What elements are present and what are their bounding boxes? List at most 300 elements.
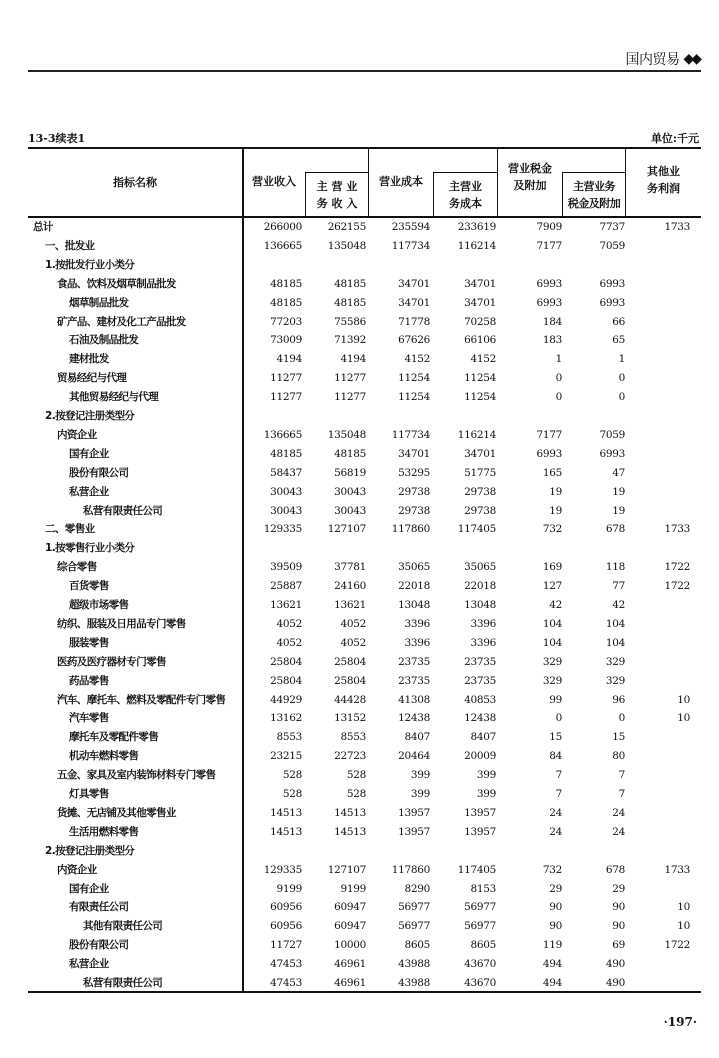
row-value: 1733 [664, 523, 690, 536]
row-value: 490 [605, 958, 625, 971]
row-value: 3396 [404, 636, 430, 649]
row-value: 1722 [664, 580, 690, 593]
row-label: 国有企业 [69, 882, 109, 895]
row-value: 732 [542, 523, 562, 536]
row-value: 119 [542, 939, 562, 952]
row-label: 私营有限责任公司 [83, 977, 163, 989]
row-value: 56977 [464, 920, 496, 933]
row-value: 117860 [391, 863, 430, 876]
running-head-title: 国内贸易 [625, 52, 680, 68]
row-value: 75586 [334, 315, 366, 328]
row-value: 129335 [263, 863, 302, 876]
row-value: 4052 [340, 617, 366, 630]
row-label: 服装零售 [69, 636, 109, 649]
row-label: 其他有限责任公司 [83, 920, 163, 933]
row-value: 19 [612, 485, 625, 498]
header-cost: 营业成本 [379, 175, 423, 188]
row-value: 528 [282, 769, 302, 782]
row-value: 37781 [334, 561, 366, 574]
table-row [28, 747, 701, 766]
row-value: 29738 [464, 485, 496, 498]
table-row [28, 785, 701, 804]
row-value: 8553 [276, 731, 302, 744]
row-value: 25804 [334, 674, 366, 687]
row-value: 11277 [270, 391, 302, 404]
row-label: 一、批发业 [45, 239, 95, 252]
table-title: 13-3续表1 [28, 132, 86, 145]
running-head-rule [28, 70, 701, 72]
table-row [28, 407, 701, 426]
page-number: ·197· [663, 1015, 697, 1029]
row-value: 266000 [263, 221, 302, 233]
row-value: 14513 [270, 825, 302, 838]
table-row [28, 728, 701, 747]
row-value: 13621 [270, 599, 302, 611]
row-value: 169 [542, 561, 562, 574]
row-value: 8153 [470, 882, 496, 895]
table-row [28, 577, 701, 596]
row-value: 48185 [334, 296, 366, 309]
row-label: 有限责任公司 [69, 901, 129, 914]
row-label: 总计 [33, 221, 53, 233]
row-value: 8553 [340, 731, 366, 744]
row-label: 私营企业 [69, 958, 109, 971]
row-value: 3396 [470, 617, 496, 630]
row-value: 1 [555, 353, 562, 366]
subbox-main-tax-top [562, 172, 625, 173]
header-tax [498, 160, 562, 194]
header-main-revenue [306, 178, 368, 212]
row-value: 7059 [599, 239, 625, 252]
table-row [28, 842, 701, 861]
row-label: 石油及制品批发 [69, 334, 139, 347]
row-value: 67626 [398, 334, 430, 347]
row-value: 117405 [457, 523, 496, 536]
row-value: 29738 [398, 504, 430, 517]
row-label: 2.按登记注册类型分 [45, 844, 135, 857]
header-main-revenue-line2: 务 收 入 [316, 197, 358, 210]
row-value: 41308 [398, 693, 430, 706]
row-value: 4052 [276, 617, 302, 630]
row-value: 0 [555, 372, 562, 385]
row-value: 6993 [536, 277, 562, 290]
row-value: 399 [410, 769, 430, 782]
row-value: 29738 [398, 485, 430, 498]
row-value: 6993 [599, 447, 625, 460]
row-value: 60947 [334, 920, 366, 933]
table-row [28, 350, 701, 369]
row-value: 399 [476, 788, 496, 800]
row-value: 8605 [470, 939, 496, 952]
row-label: 五金、家具及室内装饰材料专门零售 [57, 769, 216, 782]
row-value: 23735 [398, 655, 430, 668]
row-label: 汽车零售 [69, 712, 109, 725]
header-other-line1: 其他业 [647, 165, 680, 178]
row-value: 494 [542, 977, 562, 989]
row-value: 116214 [457, 428, 496, 441]
row-value: 19 [549, 485, 562, 498]
row-value: 13048 [398, 599, 430, 611]
row-value: 135048 [327, 428, 366, 441]
row-value: 7 [618, 788, 625, 800]
row-value: 117405 [457, 863, 496, 876]
row-value: 1733 [664, 221, 690, 233]
table-row [28, 502, 701, 521]
row-value: 73009 [270, 334, 302, 347]
row-value: 11254 [398, 372, 430, 385]
row-value: 35065 [398, 561, 430, 574]
row-value: 25804 [270, 655, 302, 668]
row-value: 48185 [334, 447, 366, 460]
row-value: 104 [542, 636, 562, 649]
row-label: 矿产品、建材及化工产品批发 [57, 315, 186, 328]
row-value: 7177 [536, 428, 562, 441]
row-value: 44929 [270, 693, 302, 706]
table-row [28, 294, 701, 313]
row-value: 23215 [270, 750, 302, 763]
row-value: 25887 [270, 580, 302, 593]
row-value: 77 [612, 580, 625, 593]
table-row [28, 369, 701, 388]
table-row [28, 218, 701, 237]
row-value: 329 [605, 655, 625, 668]
header-tax-line1: 营业税金 [508, 162, 552, 175]
row-value: 46961 [334, 977, 366, 989]
row-value: 77203 [270, 315, 302, 328]
header-main-tax-line2: 税金及附加 [567, 197, 621, 210]
row-value: 29 [549, 882, 562, 895]
row-value: 90 [549, 901, 562, 914]
table-row [28, 766, 701, 785]
table-row [28, 615, 701, 634]
row-value: 235594 [391, 221, 430, 233]
table-unit: 单位:千元 [650, 132, 699, 145]
row-value: 60956 [270, 901, 302, 914]
row-value: 528 [346, 788, 366, 800]
subbox-main-revenue-top [305, 172, 368, 173]
row-value: 104 [605, 636, 625, 649]
row-value: 30043 [270, 485, 302, 498]
row-value: 34701 [398, 277, 430, 290]
row-value: 678 [605, 523, 625, 536]
row-value: 0 [555, 391, 562, 404]
subbox-main-cost-top [433, 172, 497, 173]
row-value: 19 [612, 504, 625, 517]
row-value: 165 [542, 466, 562, 479]
table-row [28, 388, 701, 407]
row-value: 48185 [270, 296, 302, 309]
row-value: 7177 [536, 239, 562, 252]
row-value: 329 [605, 674, 625, 687]
row-value: 8290 [404, 882, 430, 895]
row-value: 127 [542, 580, 562, 593]
row-value: 117734 [391, 428, 430, 441]
table-row [28, 445, 701, 464]
table-row [28, 898, 701, 917]
row-value: 0 [618, 391, 625, 404]
row-value: 528 [346, 769, 366, 782]
row-label: 其他贸易经纪与代理 [69, 391, 159, 404]
table-row [28, 861, 701, 880]
row-value: 0 [555, 712, 562, 725]
row-value: 4052 [276, 636, 302, 649]
row-value: 34701 [464, 277, 496, 290]
row-value: 29 [612, 882, 625, 895]
row-value: 14513 [334, 806, 366, 819]
row-value: 35065 [464, 561, 496, 574]
row-value: 10 [677, 712, 690, 725]
row-value: 11254 [464, 372, 496, 385]
row-label: 内资企业 [57, 863, 97, 876]
header-revenue: 营业收入 [252, 175, 296, 188]
row-value: 127107 [327, 863, 366, 876]
row-value: 11727 [270, 939, 302, 952]
row-value: 8407 [470, 731, 496, 744]
row-value: 24 [549, 825, 562, 838]
row-value: 1722 [664, 561, 690, 574]
row-label: 股份有限公司 [69, 939, 129, 952]
table-row [28, 917, 701, 936]
row-value: 51775 [464, 466, 496, 479]
row-value: 1 [618, 353, 625, 366]
row-label: 股份有限公司 [69, 466, 129, 479]
row-value: 6993 [599, 296, 625, 309]
row-label: 私营企业 [69, 485, 109, 498]
row-value: 399 [476, 769, 496, 782]
row-value: 24 [612, 825, 625, 838]
row-label: 摩托车及零配件零售 [69, 731, 159, 744]
row-value: 53295 [398, 466, 430, 479]
row-label: 私营有限责任公司 [83, 504, 163, 517]
row-value: 135048 [327, 239, 366, 252]
row-value: 7 [618, 769, 625, 782]
row-value: 10 [677, 693, 690, 706]
row-value: 13957 [464, 806, 496, 819]
row-label: 机动车燃料零售 [69, 750, 139, 763]
row-value: 90 [612, 920, 625, 933]
row-value: 65 [612, 334, 625, 347]
row-value: 7 [555, 788, 562, 800]
table-row [28, 936, 701, 955]
row-value: 12438 [464, 712, 496, 725]
header-tax-line2: 及附加 [513, 179, 547, 192]
table-row [28, 426, 701, 445]
row-value: 104 [542, 617, 562, 630]
row-value: 56819 [334, 466, 366, 479]
row-value: 13621 [334, 599, 366, 611]
row-value: 3396 [404, 617, 430, 630]
row-value: 30043 [334, 504, 366, 517]
table-row [28, 596, 701, 615]
row-value: 6993 [599, 277, 625, 290]
row-label: 2.按登记注册类型分 [45, 410, 135, 422]
row-label: 货摊、无店铺及其他零售业 [57, 806, 176, 819]
table-row [28, 672, 701, 691]
row-value: 11277 [334, 391, 366, 404]
row-label: 内资企业 [57, 428, 97, 441]
row-label: 超级市场零售 [69, 599, 129, 611]
row-value: 22018 [464, 580, 496, 593]
row-value: 4052 [340, 636, 366, 649]
row-value: 43988 [398, 977, 430, 989]
row-value: 44428 [334, 693, 366, 706]
row-value: 46961 [334, 958, 366, 971]
row-value: 6993 [536, 447, 562, 460]
row-value: 43670 [464, 958, 496, 971]
row-value: 13957 [464, 825, 496, 838]
table-row [28, 880, 701, 899]
row-value: 0 [618, 712, 625, 725]
table-row [28, 558, 701, 577]
row-value: 11254 [464, 391, 496, 404]
row-value: 116214 [457, 239, 496, 252]
row-label: 药品零售 [69, 674, 109, 687]
row-value: 9199 [276, 882, 302, 895]
row-value: 4194 [276, 353, 302, 366]
row-label: 食品、饮料及烟草制品批发 [57, 277, 176, 290]
row-value: 233619 [457, 221, 496, 233]
row-value: 30043 [334, 485, 366, 498]
row-value: 4152 [404, 353, 430, 366]
row-value: 4194 [340, 353, 366, 366]
row-value: 56977 [398, 920, 430, 933]
row-value: 47 [612, 466, 625, 479]
row-value: 10 [677, 901, 690, 914]
row-value: 34701 [464, 447, 496, 460]
row-value: 15 [549, 731, 562, 744]
row-value: 90 [612, 901, 625, 914]
table-row [28, 823, 701, 842]
row-value: 129335 [263, 523, 302, 536]
row-value: 6993 [536, 296, 562, 309]
row-value: 34701 [464, 296, 496, 309]
header-main-tax-line1: 主营业务 [573, 180, 615, 193]
row-value: 11277 [334, 372, 366, 385]
row-value: 1722 [664, 939, 690, 952]
row-value: 12438 [398, 712, 430, 725]
table-row [28, 691, 701, 710]
row-value: 34701 [398, 447, 430, 460]
row-value: 118 [605, 561, 625, 574]
row-value: 14513 [334, 825, 366, 838]
row-value: 13048 [464, 599, 496, 611]
table-row [28, 634, 701, 653]
table-row [28, 331, 701, 350]
table-top-rule [28, 147, 701, 149]
row-value: 22018 [398, 580, 430, 593]
table-row [28, 804, 701, 823]
row-value: 99 [549, 693, 562, 706]
row-value: 96 [612, 693, 625, 706]
row-value: 136665 [263, 239, 302, 252]
row-value: 25804 [270, 674, 302, 687]
row-value: 71778 [398, 315, 430, 328]
row-value: 136665 [263, 428, 302, 441]
row-value: 7 [555, 769, 562, 782]
row-value: 43670 [464, 977, 496, 989]
row-value: 60947 [334, 901, 366, 914]
row-value: 24 [549, 806, 562, 819]
table-row [28, 974, 701, 993]
row-value: 23735 [398, 674, 430, 687]
row-value: 60956 [270, 920, 302, 933]
row-label: 国有企业 [69, 447, 109, 460]
row-value: 29738 [464, 504, 496, 517]
row-value: 104 [605, 617, 625, 630]
row-value: 13957 [398, 806, 430, 819]
row-value: 7909 [536, 221, 562, 233]
row-value: 42 [612, 599, 625, 611]
row-value: 43988 [398, 958, 430, 971]
row-value: 23735 [464, 655, 496, 668]
row-value: 528 [282, 788, 302, 800]
row-value: 1733 [664, 863, 690, 876]
row-value: 69 [612, 939, 625, 952]
running-head [625, 49, 699, 69]
row-value: 42 [549, 599, 562, 611]
header-main-revenue-line1: 主 营 业 [316, 180, 358, 193]
row-value: 20009 [464, 750, 496, 763]
row-value: 4152 [470, 353, 496, 366]
row-value: 732 [542, 863, 562, 876]
row-value: 13152 [334, 712, 366, 725]
row-value: 14513 [270, 806, 302, 819]
row-label: 百货零售 [69, 580, 109, 593]
header-main-cost-line2: 务成本 [449, 197, 482, 210]
row-value: 678 [605, 863, 625, 876]
row-value: 15 [612, 731, 625, 744]
row-value: 8407 [404, 731, 430, 744]
row-value: 7059 [599, 428, 625, 441]
row-value: 10 [677, 920, 690, 933]
table-row [28, 520, 701, 539]
row-label: 医药及医疗器材专门零售 [57, 655, 166, 668]
row-value: 127107 [327, 523, 366, 536]
row-value: 490 [605, 977, 625, 989]
row-label: 灯具零售 [69, 788, 109, 800]
row-value: 8605 [404, 939, 430, 952]
row-label: 1.按零售行业小类分 [45, 542, 135, 555]
row-value: 7737 [599, 221, 625, 233]
row-label: 二、零售业 [45, 523, 95, 536]
table-row [28, 313, 701, 332]
row-value: 11254 [398, 391, 430, 404]
row-value: 183 [542, 334, 562, 347]
header-name: 指标名称 [113, 176, 157, 189]
row-label: 汽车、摩托车、燃料及零配件专门零售 [57, 693, 226, 706]
table-row [28, 464, 701, 483]
row-value: 48185 [270, 447, 302, 460]
row-value: 117734 [391, 239, 430, 252]
row-value: 20464 [398, 750, 430, 763]
row-value: 47453 [270, 977, 302, 989]
row-value: 58437 [270, 466, 302, 479]
row-value: 48185 [334, 277, 366, 290]
row-value: 25804 [334, 655, 366, 668]
row-value: 66106 [464, 334, 496, 347]
row-value: 117860 [391, 523, 430, 536]
row-value: 23735 [464, 674, 496, 687]
row-value: 22723 [334, 750, 366, 763]
header-main-tax [563, 178, 625, 212]
header-other-line2: 务利润 [647, 182, 680, 195]
row-value: 13162 [270, 712, 302, 725]
row-value: 19 [549, 504, 562, 517]
row-value: 24 [612, 806, 625, 819]
row-value: 47453 [270, 958, 302, 971]
row-label: 纺织、服装及日用品专门零售 [57, 617, 186, 630]
row-value: 24160 [334, 580, 366, 593]
